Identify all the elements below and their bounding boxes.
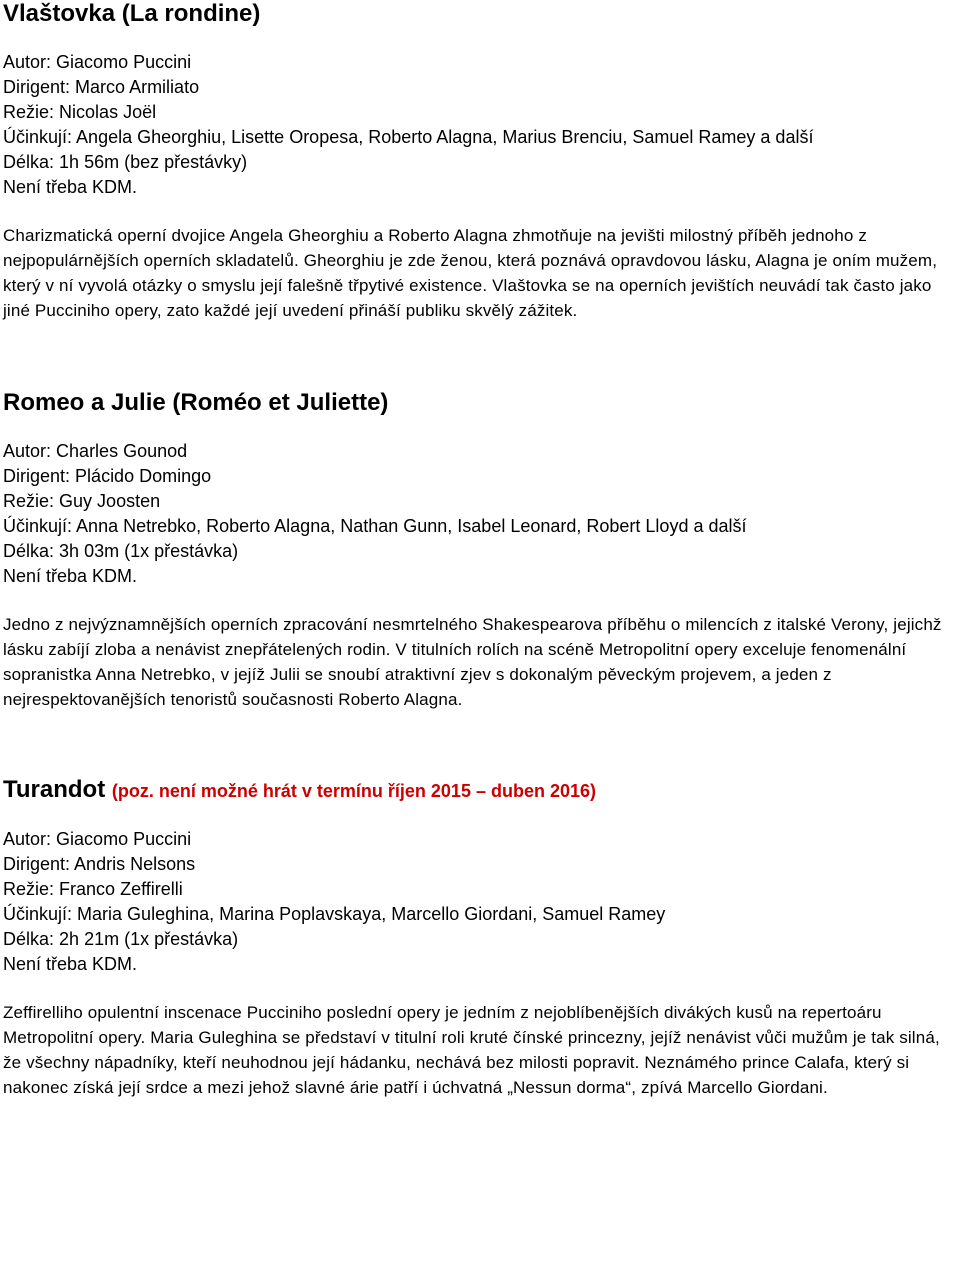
conductor-value: Plácido Domingo	[75, 466, 212, 486]
kdm-note: Není třeba KDM.	[3, 566, 138, 586]
kdm-note: Není třeba KDM.	[3, 954, 138, 974]
author-value: Charles Gounod	[56, 441, 188, 461]
conductor-line	[3, 75, 958, 100]
length-value: 2h 21m (1x přestávka)	[59, 929, 239, 949]
length-line	[3, 927, 958, 952]
opera-description: Zeffirelliho opulentní inscenace Pucciniho poslední opery je jedním z nejoblíbenějších divákých kusů na repertoáru Metropolitní opery. Maria Guleghina se představí v titulní roli kruté čínské princezny, jejíž nenávist vůči mužům je tak silná, že všechny nápadníky, kteří neuhodnou její hádanku, nechává bez milosti popravit. Neznámého prince Calafa, který si nakonec získá její srdce a mezi jehož slavné árie patří i úchvatná „Nessun dorma“, zpívá Marcello Giordani.	[3, 1003, 940, 1097]
length-label: Délka:	[3, 541, 55, 561]
author-label: Autor:	[3, 52, 52, 72]
cast-label: Účinkují:	[3, 127, 73, 147]
cast-value: Angela Gheorghiu, Lisette Oropesa, Roberto Alagna, Marius Brenciu, Samuel Ramey a další	[76, 127, 814, 147]
opera-details	[3, 50, 958, 200]
opera-section-turandot	[3, 776, 958, 1100]
length-line	[3, 150, 958, 175]
availability-note: (poz. není možné hrát v termínu říjen 2015 – duben 2016)	[111, 781, 596, 801]
cast-line	[3, 514, 958, 539]
director-line	[3, 877, 958, 902]
conductor-value: Andris Nelsons	[74, 854, 196, 874]
length-value: 3h 03m (1x přestávka)	[59, 541, 239, 561]
opera-details	[3, 827, 958, 977]
cast-value: Anna Netrebko, Roberto Alagna, Nathan Gunn, Isabel Leonard, Robert Lloyd a další	[76, 516, 747, 536]
conductor-line	[3, 464, 958, 489]
cast-label: Účinkují:	[3, 516, 73, 536]
opera-title: Turandot	[3, 776, 106, 803]
opera-details	[3, 439, 958, 589]
director-value: Guy Joosten	[59, 491, 161, 511]
length-label: Délka:	[3, 929, 55, 949]
director-value: Nicolas Joël	[59, 102, 157, 122]
director-label: Režie:	[3, 491, 55, 511]
conductor-line	[3, 852, 958, 877]
conductor-label: Dirigent:	[3, 854, 71, 874]
opera-title-line	[3, 776, 958, 805]
length-label: Délka:	[3, 152, 55, 172]
cast-label: Účinkují:	[3, 904, 73, 924]
opera-description: Jedno z nejvýznamnějších operních zpracování nesmrtelného Shakespearova příběhu o milencích z italské Verony, jejichž lásku zabíjí zloba a nenávist znepřátelených rodin. V titulních rolích na scéně Metropolitní opery exceluje fenomenální sopranistka Anna Netrebko, v jejíž Julii se snoubí atraktivní zjev s dokonalým pěveckým projevem, a jeden z nejrespektovanějších tenoristů současnosti Roberto Alagna.	[3, 615, 942, 709]
director-label: Režie:	[3, 102, 55, 122]
opera-title: Vlaštovka (La rondine)	[3, 0, 261, 27]
director-line	[3, 489, 958, 514]
kdm-note: Není třeba KDM.	[3, 177, 138, 197]
author-value: Giacomo Puccini	[56, 829, 192, 849]
opera-section-la-rondine	[3, 0, 958, 323]
author-label: Autor:	[3, 441, 52, 461]
length-line	[3, 539, 958, 564]
director-line	[3, 100, 958, 125]
conductor-label: Dirigent:	[3, 77, 71, 97]
opera-title: Romeo a Julie (Roméo et Juliette)	[3, 389, 389, 416]
author-line	[3, 827, 958, 852]
author-line	[3, 439, 958, 464]
conductor-value: Marco Armiliato	[75, 77, 200, 97]
author-line	[3, 50, 958, 75]
author-label: Autor:	[3, 829, 52, 849]
length-value: 1h 56m (bez přestávky)	[59, 152, 248, 172]
author-value: Giacomo Puccini	[56, 52, 192, 72]
cast-line	[3, 125, 958, 150]
cast-line	[3, 902, 958, 927]
cast-value: Maria Guleghina, Marina Poplavskaya, Marcello Giordani, Samuel Ramey	[77, 904, 666, 924]
opera-section-romeo-et-juliette	[3, 389, 958, 712]
director-value: Franco Zeffirelli	[59, 879, 183, 899]
director-label: Režie:	[3, 879, 55, 899]
conductor-label: Dirigent:	[3, 466, 71, 486]
opera-description: Charizmatická operní dvojice Angela Gheorghiu a Roberto Alagna zhmotňuje na jevišti milostný příběh jednoho z nejpopulárnějších operních skladatelů. Gheorghiu je zde ženou, která poznává opravdovou lásku, Alagna je oním mužem, který v ní vyvolá otázky o smyslu její falešně třpytivé existence. Vlaštovka se na operních jevištích neuvádí tak často jako jiné Pucciniho opery, zato každé její uvedení přináší publiku skvělý zážitek.	[3, 226, 938, 320]
